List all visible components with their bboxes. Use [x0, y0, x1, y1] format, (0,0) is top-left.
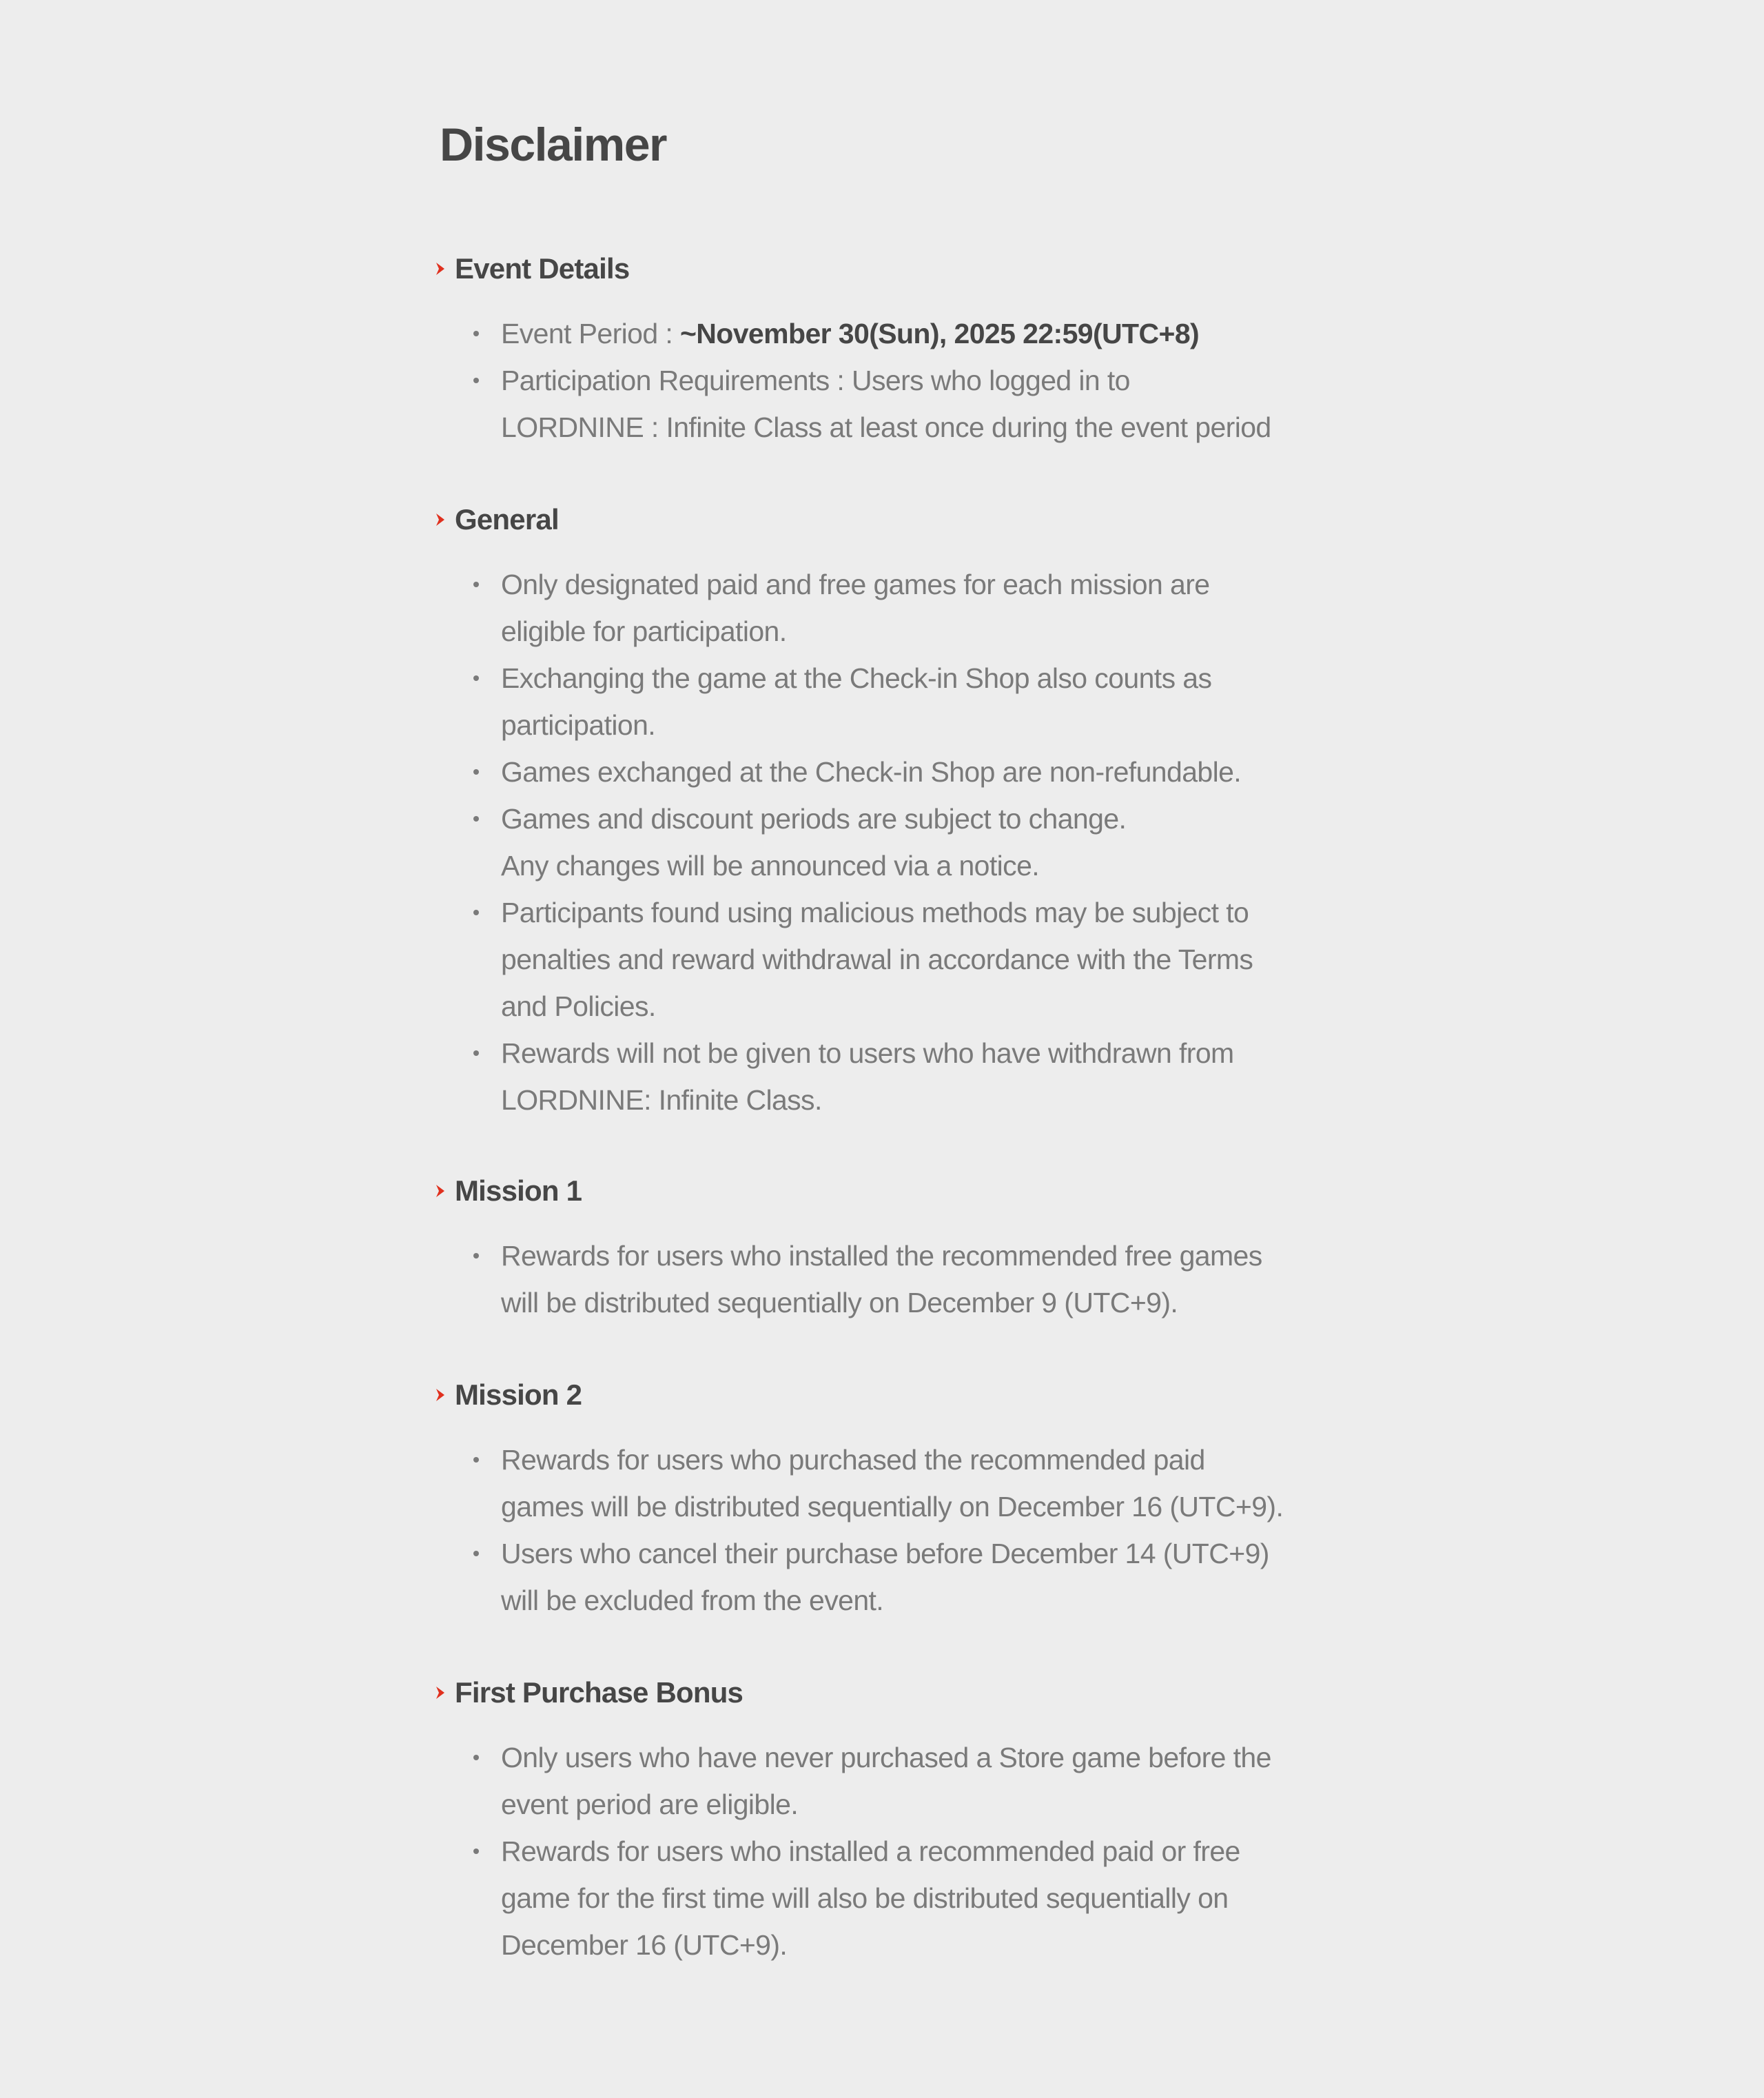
list-item-text: will be distributed sequentially on December 9 (UTC+9).	[501, 1287, 1178, 1318]
bullet-dot-icon	[473, 1457, 479, 1463]
list-item	[435, 357, 1321, 451]
list-item-text: Participation Requirements : Users who logged in to	[501, 365, 1130, 396]
section-heading	[435, 1374, 1331, 1416]
bullet-dot-icon	[473, 910, 479, 915]
section-mission-1	[435, 1170, 1331, 1326]
list-item-text: LORDNINE : Infinite Class at least once during the event period	[501, 411, 1271, 443]
bullet-list	[435, 1734, 1331, 1968]
section-general	[435, 499, 1331, 1123]
bullet-dot-icon	[473, 378, 479, 383]
list-item-text: eligible for participation.	[501, 615, 787, 647]
section-heading	[435, 1672, 1331, 1713]
list-item	[435, 310, 1321, 357]
bullet-dot-icon	[473, 582, 479, 587]
section-event-details	[435, 248, 1331, 451]
section-heading-text: Mission 1	[455, 1174, 582, 1207]
chevron-right-icon	[435, 263, 445, 275]
list-item-text: penalties and reward withdrawal in accordance with the Terms	[501, 944, 1253, 975]
list-item	[435, 1232, 1321, 1326]
list-item	[435, 1436, 1321, 1530]
list-item-text: participation.	[501, 709, 656, 741]
chevron-right-icon	[435, 513, 445, 526]
bullet-dot-icon	[473, 675, 479, 681]
bullet-dot-icon	[473, 1551, 479, 1556]
bullet-dot-icon	[473, 331, 479, 336]
chevron-right-icon	[435, 1687, 445, 1699]
section-first-purchase-bonus	[435, 1672, 1331, 1968]
section-heading-text: Event Details	[455, 252, 630, 285]
list-item-text: Exchanging the game at the Check-in Shop also counts as	[501, 662, 1212, 694]
section-heading-text: General	[455, 503, 559, 536]
list-item-text: Only designated paid and free games for each mission are	[501, 569, 1210, 600]
list-item-text: December 16 (UTC+9).	[501, 1929, 788, 1961]
list-item	[435, 1828, 1321, 1968]
list-item-text: Users who cancel their purchase before December 14 (UTC+9)	[501, 1538, 1269, 1569]
section-mission-2	[435, 1374, 1331, 1624]
list-item	[435, 561, 1321, 655]
page-title: Disclaimer	[440, 119, 666, 171]
list-item-text: Only users who have never purchased a Store game before the	[501, 1742, 1271, 1773]
list-item-text: event period are eligible.	[501, 1789, 799, 1820]
list-item-text: Any changes will be announced via a notice.	[501, 850, 1040, 882]
list-item	[435, 1030, 1321, 1123]
list-item-text: LORDNINE: Infinite Class.	[501, 1084, 822, 1116]
list-item	[435, 1530, 1321, 1624]
chevron-right-icon	[435, 1185, 445, 1197]
bullet-dot-icon	[473, 1253, 479, 1259]
list-item-text: game for the first time will also be distributed sequentially on	[501, 1882, 1229, 1914]
list-item-text: Rewards for users who installed a recommended paid or free	[501, 1835, 1240, 1867]
section-heading	[435, 1170, 1331, 1212]
list-item-text: Rewards will not be given to users who have withdrawn from	[501, 1037, 1234, 1069]
event-period-label: Event Period :	[501, 318, 680, 349]
bullet-list	[435, 1232, 1331, 1326]
bullet-dot-icon	[473, 1050, 479, 1056]
list-item-text: will be excluded from the event.	[501, 1585, 884, 1616]
list-item-text: Rewards for users who installed the recommended free games	[501, 1240, 1262, 1272]
section-heading	[435, 499, 1331, 540]
event-period-value: ~November 30(Sun), 2025 22:59(UTC+8)	[679, 318, 1200, 349]
bullet-dot-icon	[473, 816, 479, 822]
bullet-dot-icon	[473, 769, 479, 775]
list-item-text: and Policies.	[501, 990, 656, 1022]
section-heading	[435, 248, 1331, 289]
list-item-text: Games exchanged at the Check-in Shop are non-refundable.	[501, 756, 1242, 788]
bullet-list	[435, 561, 1331, 1123]
bullet-dot-icon	[473, 1755, 479, 1760]
bullet-list	[435, 1436, 1331, 1624]
list-item	[435, 1734, 1321, 1828]
list-item	[435, 655, 1321, 748]
list-item	[435, 748, 1321, 795]
list-item	[435, 889, 1321, 1030]
section-heading-text: Mission 2	[455, 1378, 582, 1411]
list-item-text: Games and discount periods are subject to change.	[501, 803, 1127, 835]
list-item-text: Participants found using malicious methods may be subject to	[501, 897, 1249, 928]
section-heading-text: First Purchase Bonus	[455, 1676, 743, 1709]
list-item	[435, 795, 1321, 889]
bullet-dot-icon	[473, 1849, 479, 1854]
list-item-text: Rewards for users who purchased the recommended paid	[501, 1444, 1205, 1476]
list-item-text: games will be distributed sequentially on December 16 (UTC+9).	[501, 1491, 1284, 1522]
chevron-right-icon	[435, 1389, 445, 1401]
bullet-list	[435, 310, 1331, 451]
